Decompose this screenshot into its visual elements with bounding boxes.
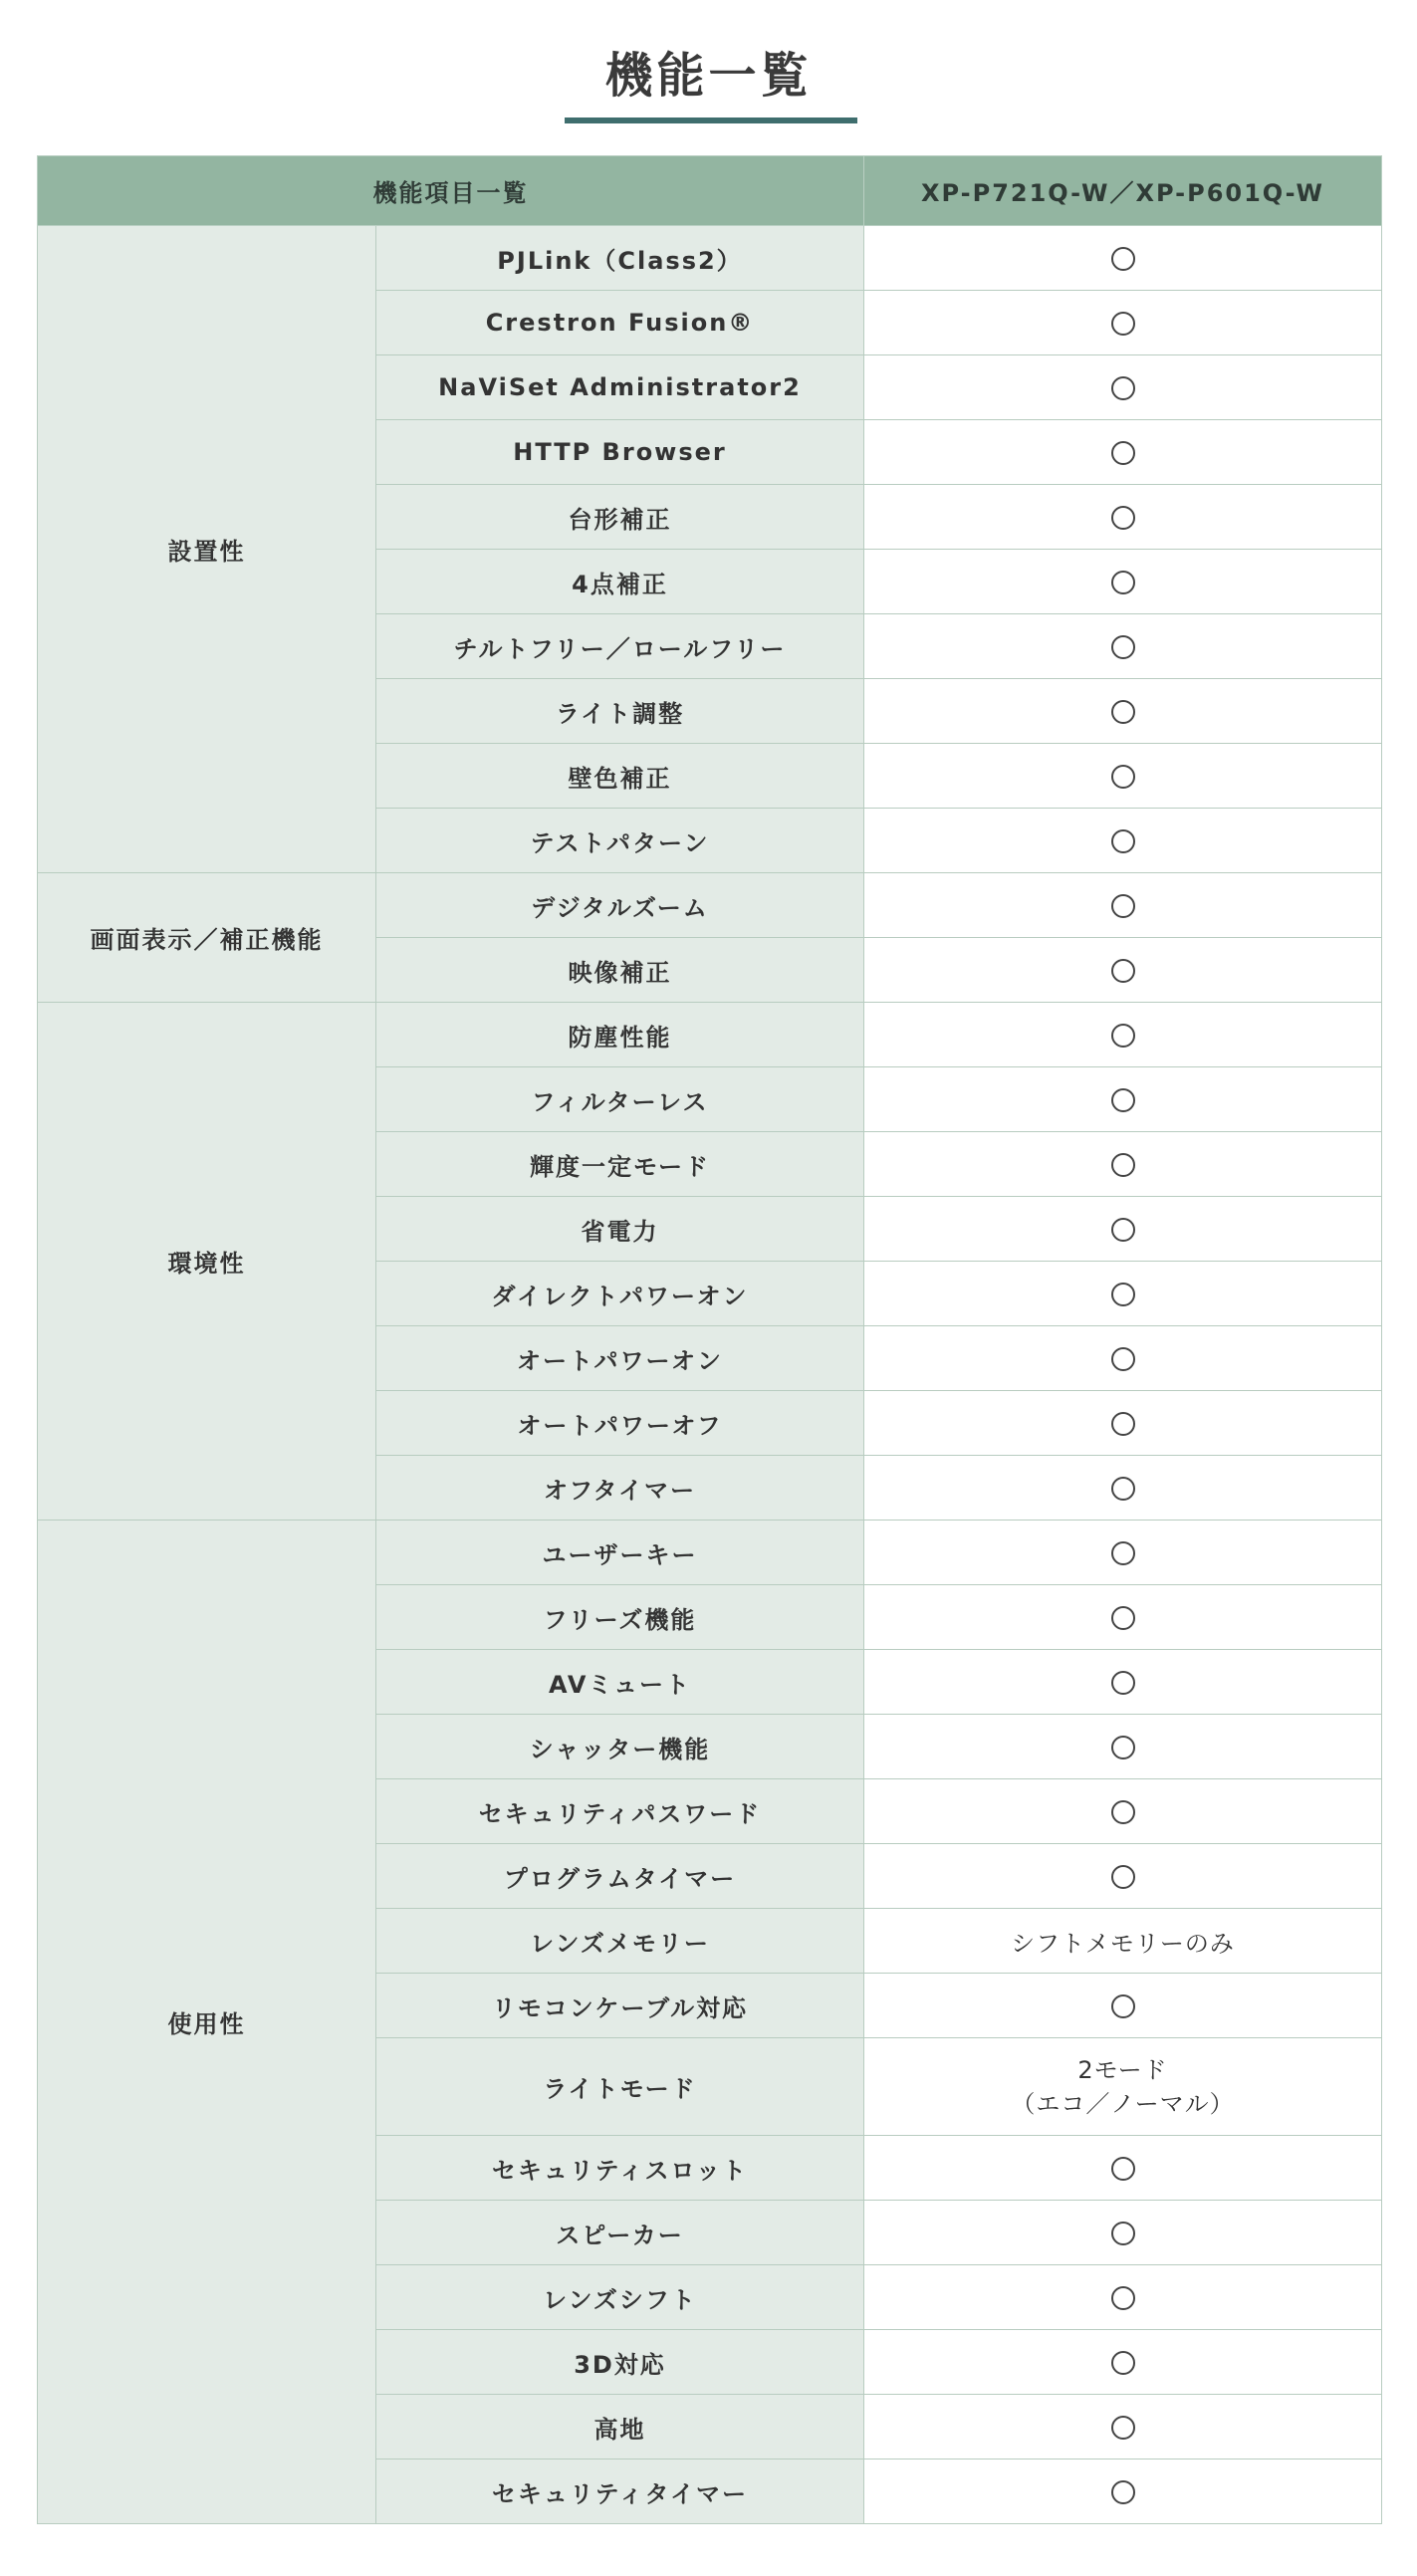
- value-text-line1: 2モード: [1077, 2055, 1168, 2084]
- value-cell: [864, 2038, 1382, 2136]
- supported-circle-icon: [1111, 1671, 1135, 1695]
- feature-cell: フリーズ機能: [376, 1585, 864, 1650]
- feature-cell: 4点補正: [376, 550, 864, 614]
- feature-cell: 省電力: [376, 1197, 864, 1262]
- feature-table: [37, 155, 1382, 2524]
- table-row: [38, 873, 1382, 938]
- feature-cell: 高地: [376, 2395, 864, 2459]
- feature-cell: AVミュート: [376, 1650, 864, 1715]
- feature-cell: オートパワーオン: [376, 1326, 864, 1391]
- feature-column-header: 機能項目一覧: [38, 156, 864, 226]
- value-cell: [864, 1326, 1382, 1391]
- value-cell: [864, 2459, 1382, 2524]
- supported-circle-icon: [1111, 1088, 1135, 1112]
- feature-cell: 台形補正: [376, 485, 864, 550]
- supported-circle-icon: [1111, 1800, 1135, 1824]
- supported-circle-icon: [1111, 635, 1135, 659]
- supported-circle-icon: [1111, 1024, 1135, 1048]
- feature-cell: 映像補正: [376, 938, 864, 1003]
- feature-cell: オートパワーオフ: [376, 1391, 864, 1456]
- supported-circle-icon: [1111, 2286, 1135, 2310]
- value-cell: [864, 1197, 1382, 1262]
- supported-circle-icon: [1111, 376, 1135, 400]
- feature-cell: スピーカー: [376, 2201, 864, 2265]
- value-cell: [864, 2330, 1382, 2395]
- value-cell: [864, 485, 1382, 550]
- feature-cell: リモコンケーブル対応: [376, 1974, 864, 2038]
- supported-circle-icon: [1111, 1865, 1135, 1889]
- feature-cell: ユーザーキー: [376, 1521, 864, 1585]
- value-cell: [864, 1456, 1382, 1521]
- feature-cell: HTTP Browser: [376, 420, 864, 485]
- value-text-line2: （エコ／ノーマル）: [1011, 2089, 1235, 2118]
- feature-cell: 輝度一定モード: [376, 1132, 864, 1197]
- value-cell: [864, 420, 1382, 485]
- feature-cell: PJLink（Class2）: [376, 226, 864, 291]
- supported-circle-icon: [1111, 829, 1135, 853]
- title-underline: [565, 117, 857, 123]
- table-row: [38, 1003, 1382, 1067]
- supported-circle-icon: [1111, 1283, 1135, 1306]
- value-cell: [864, 744, 1382, 809]
- supported-circle-icon: [1111, 2416, 1135, 2440]
- feature-cell: 防塵性能: [376, 1003, 864, 1067]
- feature-cell: レンズメモリー: [376, 1909, 864, 1974]
- value-cell: [864, 355, 1382, 420]
- table-header-row: [38, 156, 1382, 226]
- supported-circle-icon: [1111, 1347, 1135, 1371]
- feature-cell: ダイレクトパワーオン: [376, 1262, 864, 1326]
- feature-cell: フィルターレス: [376, 1067, 864, 1132]
- category-cell: 画面表示／補正機能: [38, 873, 376, 1003]
- feature-cell: ライト調整: [376, 679, 864, 744]
- value-cell: [864, 1974, 1382, 2038]
- value-cell: [864, 1585, 1382, 1650]
- feature-cell: チルトフリー／ロールフリー: [376, 614, 864, 679]
- feature-cell: セキュリティパスワード: [376, 1779, 864, 1844]
- value-cell: [864, 1391, 1382, 1456]
- value-cell: [864, 873, 1382, 938]
- supported-circle-icon: [1111, 700, 1135, 724]
- feature-cell: セキュリティスロット: [376, 2136, 864, 2201]
- supported-circle-icon: [1111, 2351, 1135, 2375]
- feature-cell: シャッター機能: [376, 1715, 864, 1779]
- feature-cell: Crestron Fusion®: [376, 291, 864, 355]
- table-row: [38, 226, 1382, 291]
- feature-cell: レンズシフト: [376, 2265, 864, 2330]
- feature-cell: セキュリティタイマー: [376, 2459, 864, 2524]
- value-cell: [864, 1132, 1382, 1197]
- category-cell: 使用性: [38, 1521, 376, 2524]
- supported-circle-icon: [1111, 959, 1135, 983]
- supported-circle-icon: [1111, 1736, 1135, 1759]
- supported-circle-icon: [1111, 2480, 1135, 2504]
- value-cell: [864, 2136, 1382, 2201]
- value-cell: [864, 1715, 1382, 1779]
- supported-circle-icon: [1111, 506, 1135, 530]
- supported-circle-icon: [1111, 2157, 1135, 2181]
- supported-circle-icon: [1111, 1606, 1135, 1630]
- feature-cell: 壁色補正: [376, 744, 864, 809]
- value-cell: [864, 2395, 1382, 2459]
- category-cell: 環境性: [38, 1003, 376, 1521]
- table-row: [38, 1521, 1382, 1585]
- category-cell: 設置性: [38, 226, 376, 873]
- value-cell: [864, 938, 1382, 1003]
- value-cell: [864, 1262, 1382, 1326]
- feature-cell: ライトモード: [376, 2038, 864, 2136]
- supported-circle-icon: [1111, 1477, 1135, 1501]
- value-cell: [864, 614, 1382, 679]
- value-cell: [864, 550, 1382, 614]
- supported-circle-icon: [1111, 1541, 1135, 1565]
- supported-circle-icon: [1111, 247, 1135, 271]
- value-cell: [864, 809, 1382, 873]
- title-section: [0, 0, 1417, 129]
- value-cell: [864, 2265, 1382, 2330]
- value-cell: [864, 1521, 1382, 1585]
- supported-circle-icon: [1111, 1218, 1135, 1242]
- feature-cell: NaViSet Administrator2: [376, 355, 864, 420]
- value-cell: [864, 1003, 1382, 1067]
- page-title: 機能一覧: [604, 48, 813, 104]
- supported-circle-icon: [1111, 2222, 1135, 2245]
- value-cell: [864, 291, 1382, 355]
- value-cell: [864, 1779, 1382, 1844]
- feature-cell: テストパターン: [376, 809, 864, 873]
- value-cell: [864, 1844, 1382, 1909]
- value-cell: [864, 2201, 1382, 2265]
- value-cell: [864, 1067, 1382, 1132]
- supported-circle-icon: [1111, 1153, 1135, 1177]
- supported-circle-icon: [1111, 571, 1135, 594]
- supported-circle-icon: [1111, 1412, 1135, 1436]
- supported-circle-icon: [1111, 1994, 1135, 2018]
- supported-circle-icon: [1111, 894, 1135, 918]
- value-cell: [864, 226, 1382, 291]
- value-cell: [864, 679, 1382, 744]
- value-text: シフトメモリーのみ: [1011, 1929, 1235, 1958]
- value-cell: [864, 1909, 1382, 1974]
- supported-circle-icon: [1111, 312, 1135, 336]
- model-column-header: XP-P721Q-W／XP-P601Q-W: [864, 156, 1382, 226]
- feature-cell: プログラムタイマー: [376, 1844, 864, 1909]
- feature-cell: オフタイマー: [376, 1456, 864, 1521]
- value-cell: [864, 1650, 1382, 1715]
- feature-cell: デジタルズーム: [376, 873, 864, 938]
- supported-circle-icon: [1111, 441, 1135, 465]
- table-body: [38, 226, 1382, 2524]
- feature-cell: 3D対応: [376, 2330, 864, 2395]
- supported-circle-icon: [1111, 765, 1135, 789]
